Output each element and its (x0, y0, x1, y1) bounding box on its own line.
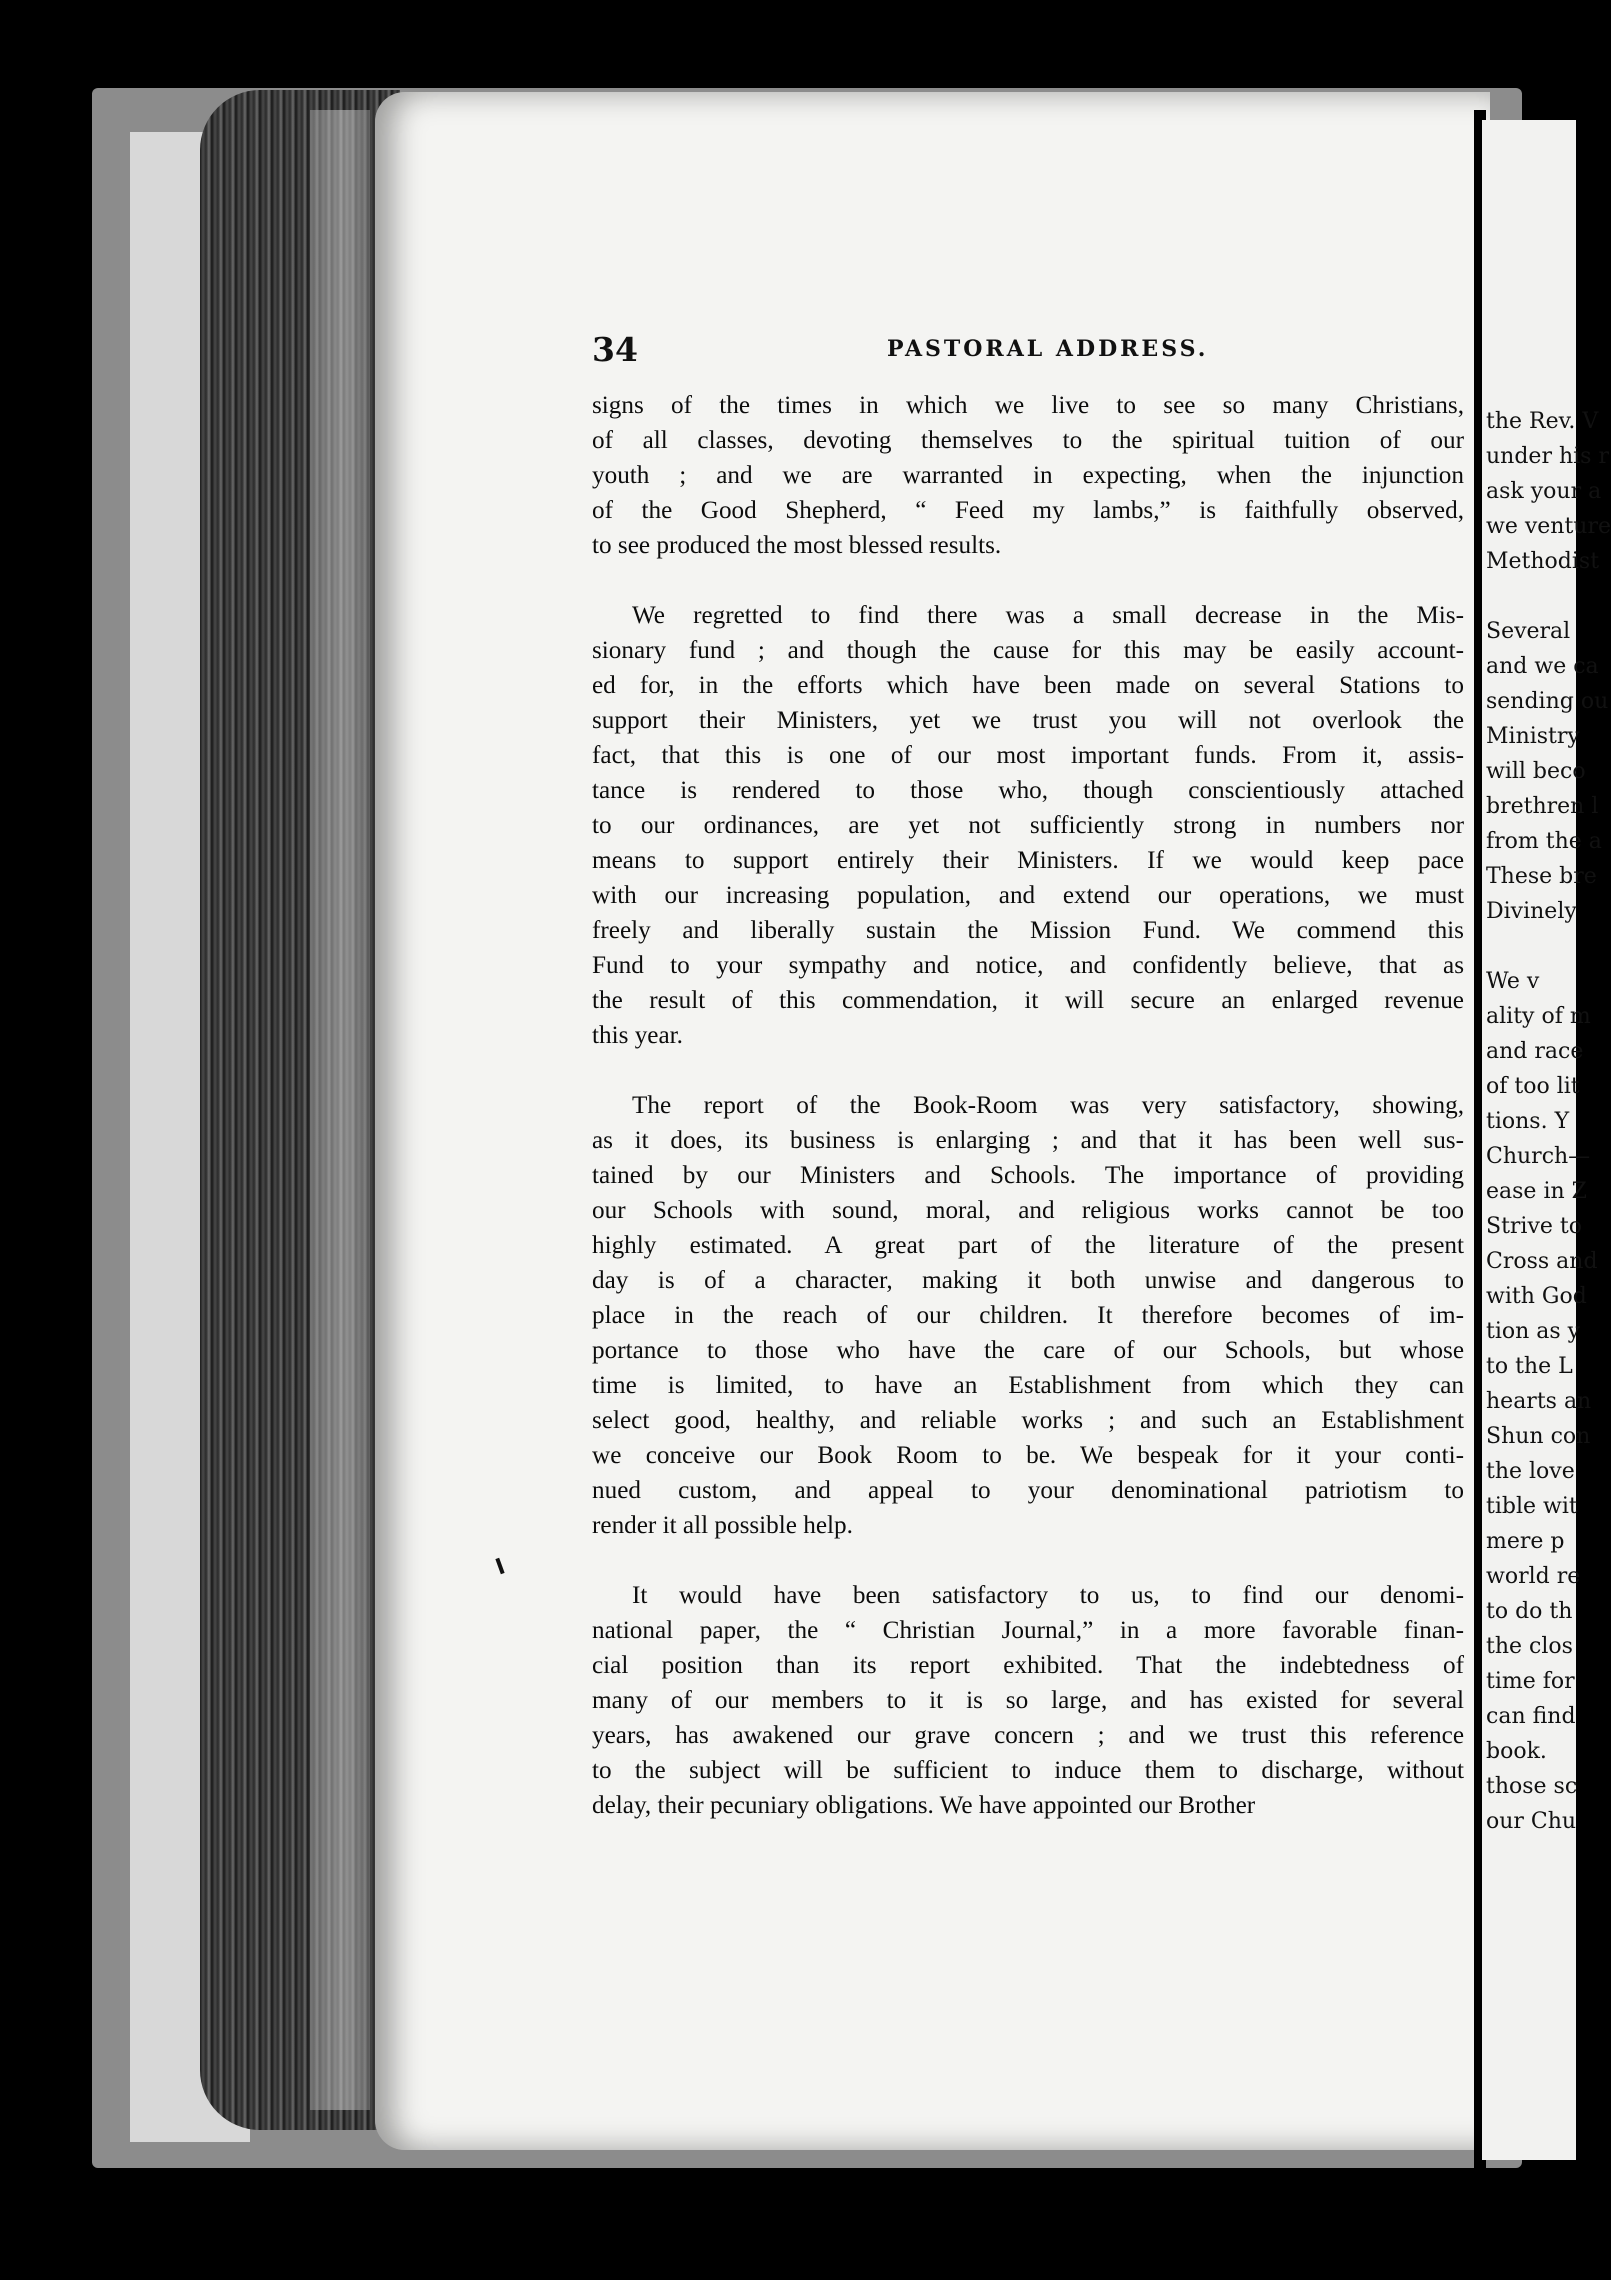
right-page-line: mere p (1486, 1529, 1565, 1554)
right-page-line: We v (1486, 969, 1540, 994)
right-page-line: ease in Z (1486, 1179, 1587, 1204)
page-body-text (592, 388, 1464, 1823)
right-page-line: tible wit (1486, 1494, 1578, 1519)
running-title: PASTORAL ADDRESS. (887, 336, 1209, 362)
right-page-line: hearts an (1486, 1389, 1592, 1414)
right-page-line: tion as y (1486, 1319, 1581, 1344)
right-page-line: ask your a (1486, 479, 1602, 504)
text-line: youth ; and we are warranted in expecting, when the injunction (592, 462, 1464, 489)
text-line: select good, healthy, and reliable works ; and such an Establishment (592, 1407, 1464, 1434)
text-line: sionary fund ; and though the cause for this may be easily account- (592, 637, 1464, 664)
page-edges-highlight (310, 110, 370, 2110)
text-line: ed for, in the efforts which have been made on several Stations to (592, 672, 1464, 699)
text-line: cial position than its report exhibited. That the indebtedness of (592, 1652, 1464, 1679)
right-page-line: Strive to (1486, 1214, 1582, 1239)
right-page-line: we venture (1486, 514, 1611, 539)
text-line: day is of a character, making it both unwise and dangerous to (592, 1267, 1464, 1294)
text-line: render it all possible help. (592, 1512, 853, 1539)
right-page-line: Methodist (1486, 549, 1600, 574)
right-page-line (1486, 579, 1576, 614)
right-page-line: from the a (1486, 829, 1602, 854)
paragraph (592, 1088, 1464, 1543)
text-line: freely and liberally sustain the Mission Fund. We commend this (592, 917, 1464, 944)
text-line: to the subject will be sufficient to induce them to discharge, without (592, 1757, 1464, 1784)
text-line: to see produced the most blessed results. (592, 532, 1002, 559)
right-page-line: the clos (1486, 1634, 1573, 1659)
text-line: portance to those who have the care of our Schools, but whose (592, 1337, 1464, 1364)
text-line: as it does, its business is enlarging ; and that it has been well sus- (592, 1127, 1464, 1154)
text-line: place in the reach of our children. It therefore becomes of im- (592, 1302, 1464, 1329)
right-page-line: tions. Y (1486, 1109, 1570, 1134)
text-line: to our ordinances, are yet not sufficiently strong in numbers nor (592, 812, 1464, 839)
text-line: of the Good Shepherd, “ Feed my lambs,” is faithfully observed, (592, 497, 1464, 524)
right-page-line: Cross and (1486, 1249, 1598, 1274)
right-page-line: to the L (1486, 1354, 1573, 1379)
right-page-line: can find (1486, 1704, 1576, 1729)
text-line: of all classes, devoting themselves to the spiritual tuition of our (592, 427, 1464, 454)
text-line: tained by our Ministers and Schools. The importance of providing (592, 1162, 1464, 1189)
text-line: It would have been satisfactory to us, to find our denomi- (632, 1582, 1464, 1609)
right-page-line: brethren l (1486, 794, 1599, 819)
right-page-line: Divinely (1486, 899, 1577, 924)
text-line: we conceive our Book Room to be. We bespeak for it your conti- (592, 1442, 1464, 1469)
right-page-line: the Rev. V (1486, 409, 1599, 434)
right-page-line (1486, 929, 1576, 964)
right-page-line: the love (1486, 1459, 1575, 1484)
text-line: tance is rendered to those who, though conscientiously attached (592, 777, 1464, 804)
right-page-line: These bre (1486, 864, 1597, 889)
right-page-line: will beco (1486, 759, 1586, 784)
text-line: means to support entirely their Ministers. If we would keep pace (592, 847, 1464, 874)
running-header (592, 330, 1464, 370)
text-line: nued custom, and appeal to your denominational patriotism to (592, 1477, 1464, 1504)
right-page-line: those sc (1486, 1774, 1578, 1799)
right-page-line: to do th (1486, 1599, 1573, 1624)
right-page-line: ality of m (1486, 1004, 1591, 1029)
right-page-line: with God (1486, 1284, 1587, 1309)
text-line: with our increasing population, and extend our operations, we must (592, 882, 1464, 909)
right-page-line: Shun con (1486, 1424, 1591, 1449)
right-page-line: and race (1486, 1039, 1584, 1064)
right-page-line: sending ou (1486, 689, 1609, 714)
text-line: highly estimated. A great part of the literature of the present (592, 1232, 1464, 1259)
text-line: We regretted to find there was a small decrease in the Mis- (632, 602, 1464, 629)
right-page-line: under his r (1486, 444, 1609, 469)
text-line: national paper, the “ Christian Journal,” in a more favorable finan- (592, 1617, 1464, 1644)
right-page-line: Several (1486, 619, 1571, 644)
text-line: delay, their pecuniary obligations. We have appointed our Brother (592, 1792, 1256, 1819)
right-page-line: time for (1486, 1669, 1575, 1694)
text-line: fact, that this is one of our most important funds. From it, assis- (592, 742, 1464, 769)
right-page-text-fragments (1486, 404, 1611, 1839)
right-page-line: and we ca (1486, 654, 1599, 679)
page-edges (200, 90, 400, 2130)
text-line: years, has awakened our grave concern ; and we trust this reference (592, 1722, 1464, 1749)
right-page-line: Church— (1486, 1144, 1591, 1169)
right-page-line: Ministry (1486, 724, 1580, 749)
right-page-line: our Chu (1486, 1809, 1577, 1834)
text-line: Fund to your sympathy and notice, and confidently believe, that as (592, 952, 1464, 979)
text-line: The report of the Book-Room was very satisfactory, showing, (632, 1092, 1464, 1119)
paragraph (592, 598, 1464, 1053)
paragraph (592, 1578, 1464, 1823)
text-line: signs of the times in which we live to see so many Christians, (592, 392, 1464, 419)
text-line: many of our members to it is so large, and has existed for several (592, 1687, 1464, 1714)
right-page-line: of too lit (1486, 1074, 1580, 1099)
text-line: the result of this commendation, it will secure an enlarged revenue (592, 987, 1464, 1014)
text-line: our Schools with sound, moral, and religious works cannot be too (592, 1197, 1464, 1224)
right-page-line: world re (1486, 1564, 1581, 1589)
right-page-line: book. (1486, 1739, 1547, 1764)
paragraph (592, 388, 1464, 563)
text-line: this year. (592, 1022, 683, 1049)
page-number: 34 (592, 330, 638, 369)
text-line: support their Ministers, yet we trust you will not overlook the (592, 707, 1464, 734)
text-line: time is limited, to have an Establishment from which they can (592, 1372, 1464, 1399)
